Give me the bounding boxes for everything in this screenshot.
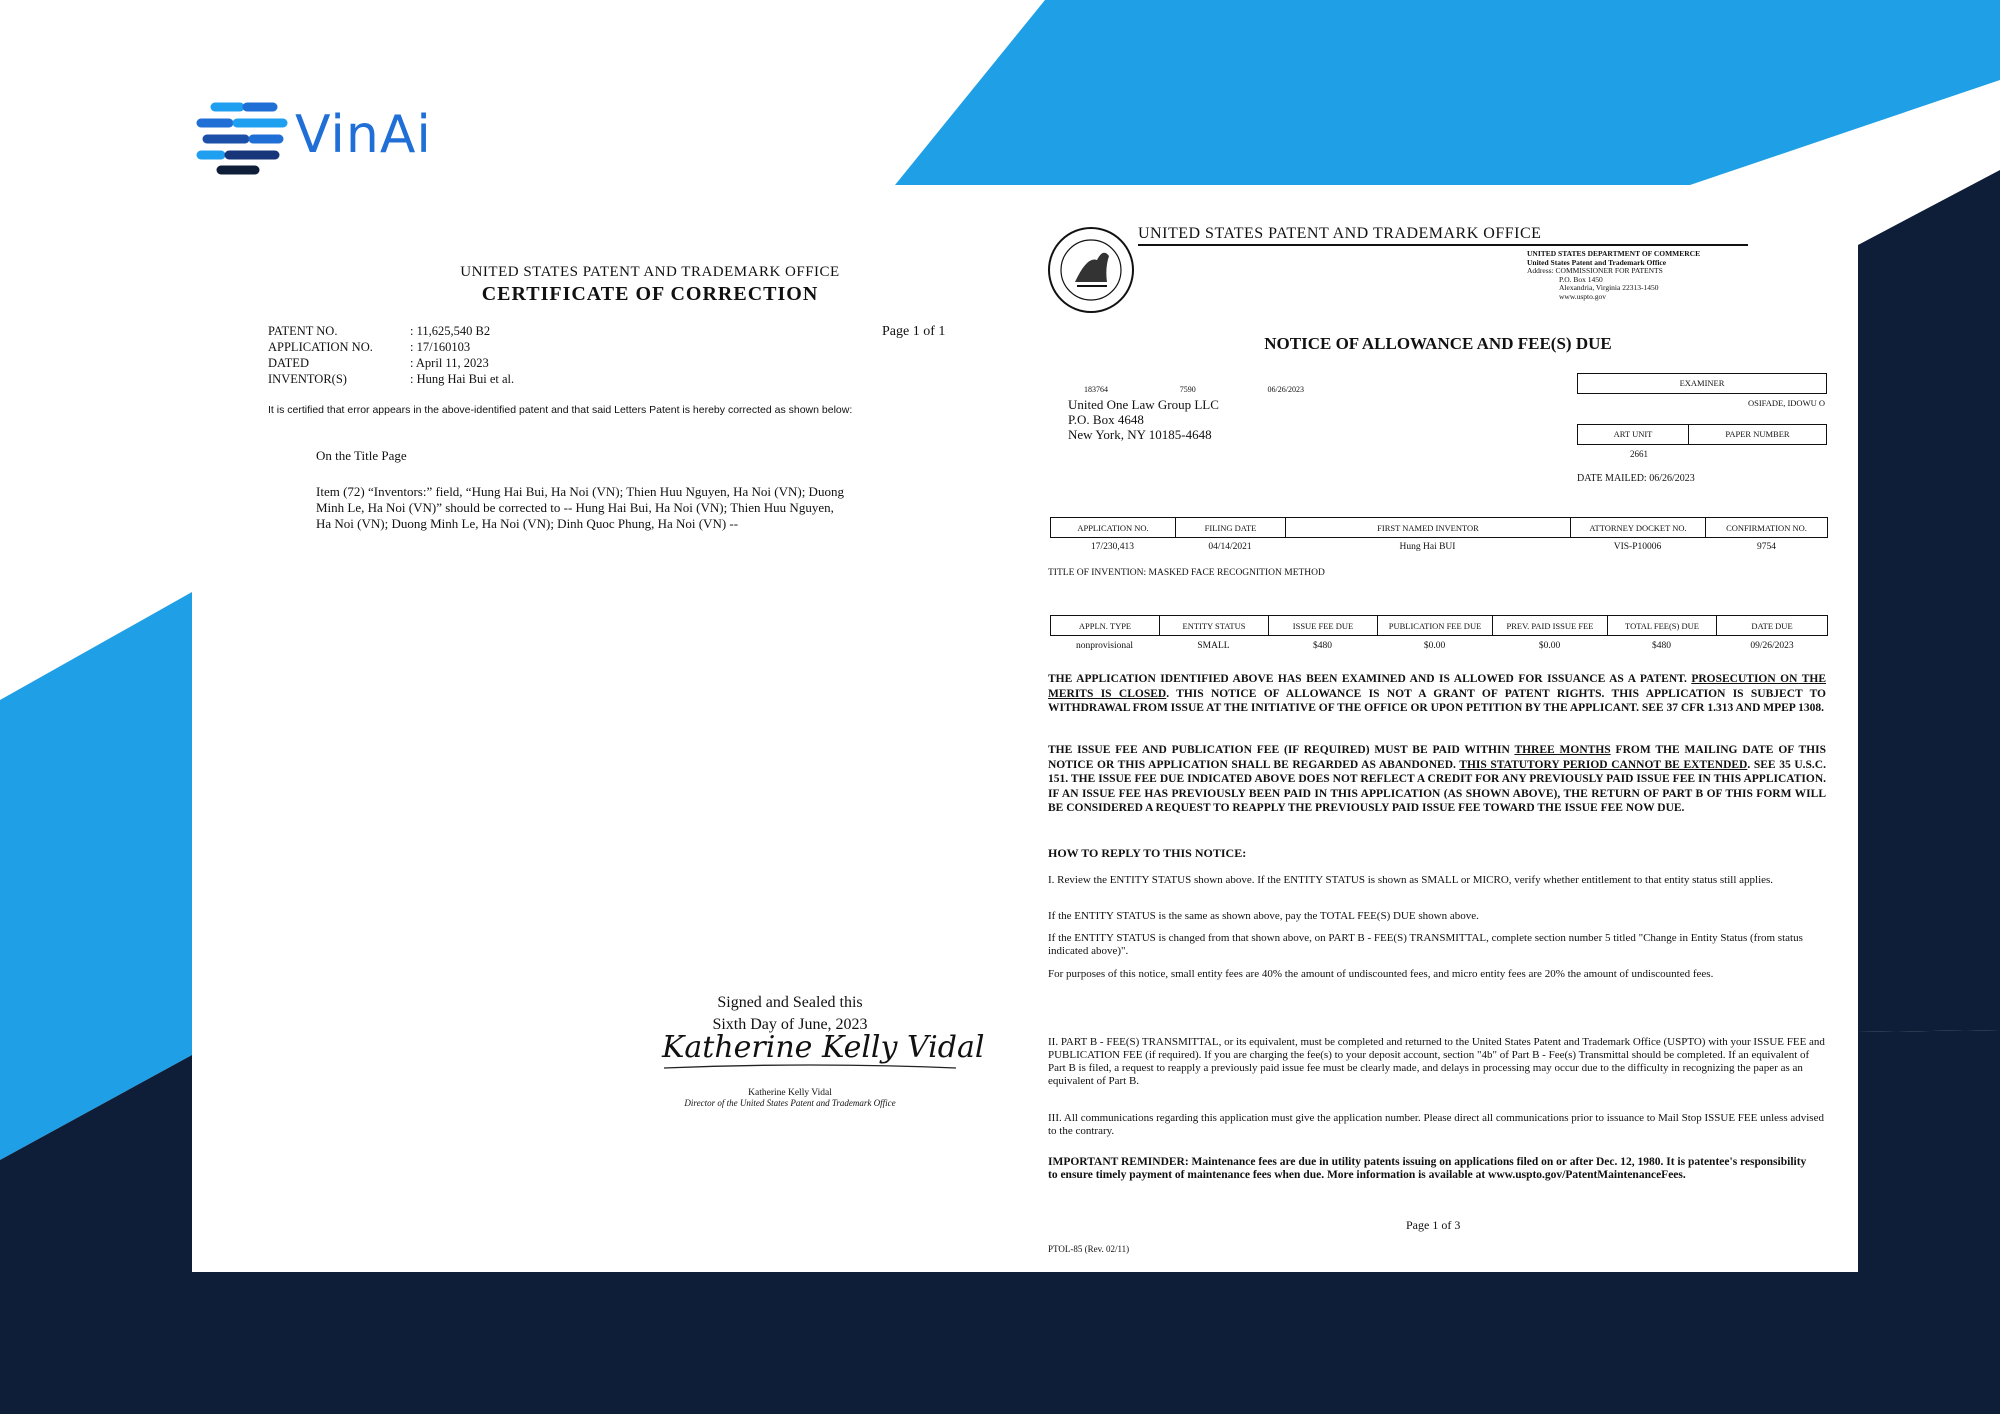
instruction-2: If the ENTITY STATUS is the same as shown above, pay the TOTAL FEE(S) DUE shown above. <box>1048 910 1479 922</box>
dept-line: P.O. Box 1450 <box>1559 274 1603 284</box>
correction-line: Ha Noi (VN); Duong Minh Le, Ha Noi (VN); Dinh Quoc Phung, Ha Noi (VN) -- <box>316 516 739 531</box>
correction-line: Minh Le, Ha Noi (VN)” should be corrected to -- Hung Hai Bui, Ha Noi (VN); Thien Huu Nguyen, <box>316 500 834 515</box>
certificate-fields <box>268 323 628 387</box>
field-row <box>268 323 628 339</box>
allowance-text-underlined: PROSECUTION ON THE MERITS IS CLOSED <box>1048 673 1826 700</box>
art-unit-box <box>1577 424 1827 445</box>
notice-title: NOTICE OF ALLOWANCE AND FEE(S) DUE <box>1264 334 1612 353</box>
col-first-inventor: FIRST NAMED INVENTOR <box>1286 518 1571 538</box>
right-navy-band <box>1858 170 2000 1032</box>
dept-line: www.uspto.gov <box>1559 291 1607 301</box>
address-line: United One Law Group LLC <box>1068 397 1219 412</box>
issue-fee-due: $480 <box>1313 641 1332 651</box>
signer-block <box>630 1088 950 1108</box>
fee-table-values <box>1050 640 1828 652</box>
postal-code: 7590 <box>1179 385 1196 394</box>
entity-status: SMALL <box>1197 641 1230 651</box>
signed-line-1: Signed and Sealed this <box>717 994 863 1011</box>
art-unit-label: ART UNIT <box>1578 425 1689 444</box>
field-row <box>268 371 628 387</box>
notice-page-number: Page 1 of 3 <box>1406 1218 1461 1232</box>
fee-text-underlined-2: THIS STATUTORY PERIOD CANNOT BE EXTENDED <box>1459 758 1748 771</box>
fee-table-header <box>1051 616 1828 636</box>
office-title-rule <box>1138 244 1748 246</box>
fee-text-underlined-1: THREE MONTHS <box>1514 744 1611 756</box>
date-due: 09/26/2023 <box>1750 641 1794 651</box>
dept-line: Address: COMMISSIONER FOR PATENTS <box>1527 266 1663 275</box>
title-of-invention: TITLE OF INVENTION: MASKED FACE RECOGNITION METHOD <box>1048 568 1325 578</box>
vinai-logo-mark-icon <box>195 95 290 175</box>
prev-paid-issue-fee: $0.00 <box>1538 641 1561 651</box>
fee-text-3: . SEE 35 U.S.C. 151. THE ISSUE FEE DUE INDICATED ABOVE DOES NOT REFLECT A CREDIT FOR ANY PREVIOUSLY PAID ISSUE FEE IN THIS APPLICATION. IF AN ISSUE FEE HAS PREVIOUSLY BEEN PAID IN THIS APPLICATION (AS SHOWN ABOVE), THE RETURN OF PART B OF THIS FORM WILL BE CONSIDERED A REQUEST TO REAPPLY THE PREVIOUSLY PAID ISSUE FEE TOWARD THE ISSUE FEE NOW DUE. <box>1048 758 1826 814</box>
col-filing-date: FILING DATE <box>1176 518 1286 538</box>
col-confirmation-no: CONFIRMATION NO. <box>1706 518 1828 538</box>
correction-item <box>316 484 936 532</box>
field-row <box>268 339 628 355</box>
field-value: : Hung Hai Bui et al. <box>410 372 515 386</box>
uspto-seal-icon <box>1047 226 1135 314</box>
fee-paragraph <box>1048 743 1826 816</box>
paper-number-label: PAPER NUMBER <box>1725 429 1790 439</box>
instruction-1: I. Review the ENTITY STATUS shown above. If the ENTITY STATUS is shown as SMALL or MICRO, verify whether entitlement to that entity status still applies. <box>1048 874 1774 886</box>
dept-line: United States Patent and Trademark Office <box>1527 257 1667 267</box>
correspondence-address <box>1068 397 1219 442</box>
col-attorney-docket: ATTORNEY DOCKET NO. <box>1571 518 1706 538</box>
signed-line-2: Sixth Day of June, 2023 <box>712 1016 868 1033</box>
field-value: : 11,625,540 B2 <box>410 324 491 338</box>
part-iii-text: III. All communications regarding this application must give the application number. Please direct all communications prior to issuance to Mail Stop ISSUE FEE unless advised to the contrary. <box>1048 1112 1824 1137</box>
field-value: : 17/160103 <box>410 340 471 354</box>
signature-underline <box>660 1060 960 1080</box>
fee-table <box>1050 615 1828 636</box>
form-number: PTOL-85 (Rev. 02/11) <box>1048 1244 1130 1254</box>
examiner-name: OSIFADE, IDOWU O <box>1747 398 1825 408</box>
address-line: New York, NY 10185-4648 <box>1068 427 1212 442</box>
application-table-values <box>1050 541 1828 553</box>
certificate-title: CERTIFICATE OF CORRECTION <box>481 283 819 305</box>
col-prev-paid-fee: PREV. PAID ISSUE FEE <box>1493 616 1608 636</box>
col-publication-fee: PUBLICATION FEE DUE <box>1378 616 1493 636</box>
date-mailed: DATE MAILED: 06/26/2023 <box>1577 473 1695 484</box>
confirmation-no: 9754 <box>1757 542 1776 552</box>
part-ii-text: II. PART B - FEE(S) TRANSMITTAL, or its equivalent, must be completed and returned to the United States Patent and Trademark Office (USPTO) with your ISSUE FEE and PUBLICATION FEE (if required). If you are charging the fee(s) to your deposit account, section "4b" of Part B - Fee(s) Transmittal should be completed. If an equivalent of Part B is filed, a request to reapply a previously paid issue fee must be clearly made, and delays in processing may occur due to the difficulty in recognizing the paper as an equivalent of Part B. <box>1048 1036 1825 1087</box>
fee-text-2: FROM THE MAILING DATE OF THIS NOTICE OR THIS APPLICATION SHALL BE REGARDED AS ABANDONED. <box>1048 744 1826 771</box>
department-address <box>1527 250 1747 301</box>
application-no: 17/230,413 <box>1090 542 1134 552</box>
mail-date-code: 06/26/2023 <box>1267 385 1304 394</box>
instruction-4: For purposes of this notice, small entity fees are 40% the amount of undiscounted fees, and micro entity fees are 20% the amount of undiscounted fees. <box>1048 968 1714 980</box>
field-value: : April 11, 2023 <box>410 356 489 370</box>
field-label: APPLICATION NO. <box>268 340 373 354</box>
table-row <box>1050 541 1828 553</box>
vinai-logo <box>195 95 455 175</box>
correction-line: Item (72) “Inventors:” field, “Hung Hai Bui, Ha Noi (VN); Thien Huu Nguyen, Ha Noi (VN); Duong <box>316 484 844 499</box>
mailing-codes <box>1084 385 1304 394</box>
col-application-no: APPLICATION NO. <box>1051 518 1176 538</box>
vinai-logo-text: VinAi <box>295 105 432 165</box>
customer-code: 183764 <box>1084 385 1108 394</box>
field-label: PATENT NO. <box>268 324 338 338</box>
examiner-label: EXAMINER <box>1679 378 1725 388</box>
uspto-office-title: UNITED STATES PATENT AND TRADEMARK OFFICE <box>1138 225 1542 242</box>
address-line: P.O. Box 4648 <box>1068 412 1144 427</box>
director-signature: Katherine Kelly Vidal <box>662 1030 985 1065</box>
field-label: INVENTOR(S) <box>268 372 347 386</box>
filing-date: 04/14/2021 <box>1208 542 1252 552</box>
art-unit-value: 2661 <box>1630 449 1648 459</box>
on-title-page: On the Title Page <box>316 448 407 463</box>
allowance-paragraph <box>1048 672 1826 716</box>
fee-text-1: THE ISSUE FEE AND PUBLICATION FEE (IF REQUIRED) MUST BE PAID WITHIN <box>1048 744 1515 756</box>
allowance-text-2: . THIS NOTICE OF ALLOWANCE IS NOT A GRANT OF PATENT RIGHTS. THIS APPLICATION IS SUBJECT TO WITHDRAWAL FROM ISSUE AT THE INITIATIVE OF THE OFFICE OR UPON PETITION BY THE APPLICANT. SEE 37 CFR 1.313 AND MPEP 1308. <box>1048 687 1826 714</box>
application-table <box>1050 517 1828 538</box>
col-date-due: DATE DUE <box>1717 616 1828 636</box>
allowance-text-1: THE APPLICATION IDENTIFIED ABOVE HAS BEEN EXAMINED AND IS ALLOWED FOR ISSUANCE AS A PATENT. <box>1048 673 1687 685</box>
col-entity-status: ENTITY STATUS <box>1160 616 1269 636</box>
certificate-page-number: Page 1 of 1 <box>882 324 946 339</box>
signer-title: Director of the United States Patent and Trademark Office <box>684 1098 896 1108</box>
publication-fee-due: $0.00 <box>1423 641 1446 651</box>
how-to-reply-heading: HOW TO REPLY TO THIS NOTICE: <box>1048 846 1247 860</box>
col-appln-type: APPLN. TYPE <box>1051 616 1160 636</box>
dept-line: Alexandria, Virginia 22313-1450 <box>1559 283 1659 292</box>
first-inventor: Hung Hai BUI <box>1399 542 1456 552</box>
field-label: DATED <box>268 356 309 370</box>
application-table-header <box>1051 518 1828 538</box>
certificate-header <box>340 264 960 306</box>
table-row <box>1050 640 1828 652</box>
examiner-box <box>1577 373 1827 394</box>
col-total-fees: TOTAL FEE(S) DUE <box>1608 616 1717 636</box>
top-blue-stripe <box>895 0 2000 185</box>
signer-name: Katherine Kelly Vidal <box>748 1088 832 1098</box>
certificate-statement: It is certified that error appears in the above-identified patent and that said Letters Patent is hereby corrected as shown below: <box>268 404 853 416</box>
certificate-office: UNITED STATES PATENT AND TRADEMARK OFFICE <box>460 264 840 280</box>
instruction-3: If the ENTITY STATUS is changed from that shown above, on PART B - FEE(S) TRANSMITTAL, complete section number 5 titled "Change in Entity Status (from status indicated above)". <box>1048 932 1803 957</box>
field-row <box>268 355 628 371</box>
attorney-docket: VIS-P10006 <box>1613 542 1662 552</box>
col-issue-fee-due: ISSUE FEE DUE <box>1269 616 1378 636</box>
appln-type: nonprovisional <box>1076 641 1133 651</box>
total-fees-due: $480 <box>1652 641 1671 651</box>
dept-line: UNITED STATES DEPARTMENT OF COMMERCE <box>1527 249 1701 258</box>
maintenance-reminder: IMPORTANT REMINDER: Maintenance fees are due in utility patents issuing on applications filed on or after Dec. 12, 1980. It is patentee's responsibility to ensure timely payment of maintenance fees when due. More information is available at www.uspto.gov/PatentMaintenanceFees. <box>1048 1156 1807 1181</box>
